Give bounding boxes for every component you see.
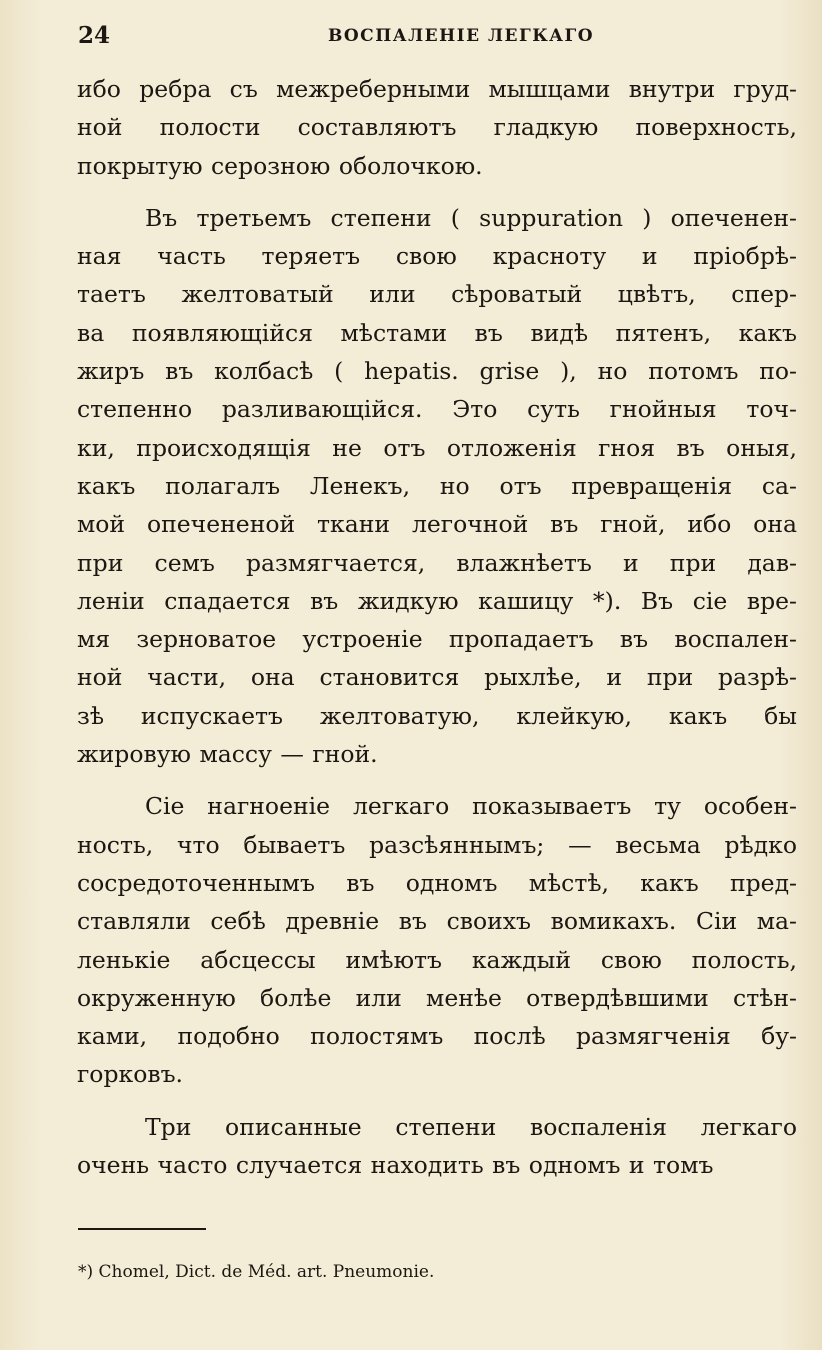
- text-line: очень часто случается находить въ одномъ и томъ: [77, 1151, 714, 1180]
- text-line: Въ третьемъ степени ( suppuration ) опеченен-: [145, 203, 797, 232]
- text-line: таетъ желтоватый или сѣроватый цвѣтъ, спер-: [77, 280, 797, 309]
- text-line: мя зерноватое устроеніе пропадаетъ въ воспален-: [77, 625, 797, 654]
- text-line: окруженную болѣе или менѣе отвердѣвшими стѣн-: [77, 983, 797, 1012]
- text-line: Сіе нагноеніе легкаго показываетъ ту особен-: [145, 792, 797, 821]
- text-line: ная часть теряетъ свою красноту и пріобрѣ-: [77, 242, 797, 271]
- body-text: [77, 70, 797, 1184]
- text-line: Три описанные степени воспаленія легкаго: [145, 1112, 797, 1141]
- text-line: степенно разливающійся. Это суть гнойныя точ-: [77, 395, 797, 424]
- text-line: ками, подобно полостямъ послѣ размягченія бу-: [77, 1022, 797, 1051]
- text-line: при семъ размягчается, влажнѣетъ и при дав-: [77, 548, 797, 577]
- text-line: жировую массу — гной.: [77, 740, 378, 769]
- paragraph-gap: [77, 1094, 797, 1108]
- text-line: леніи спадается въ жидкую кашицу *). Въ сіе вре-: [77, 586, 797, 615]
- paragraph: [77, 787, 797, 1093]
- page-header: [78, 22, 798, 52]
- footnote: *) Chomel, Dict. de Méd. art. Pneumonie.: [78, 1262, 435, 1282]
- text-line: ной полости составляютъ гладкую поверхность,: [77, 113, 797, 142]
- text-line: ленькіе абсцессы имѣютъ каждый свою полость,: [77, 945, 797, 974]
- paragraph: [77, 199, 797, 773]
- text-line: жиръ въ колбасѣ ( hepatis. grise ), но потомъ по-: [77, 357, 797, 386]
- text-line: ной части, она становится рыхлѣе, и при разрѣ-: [77, 663, 797, 692]
- paragraph: [77, 70, 797, 185]
- text-line: горковъ.: [77, 1060, 183, 1089]
- footnote-divider: [78, 1228, 206, 1230]
- text-line: ибо ребра съ межреберными мышцами внутри груд-: [77, 75, 797, 103]
- text-line: сосредоточеннымъ въ одномъ мѣстѣ, какъ пред-: [77, 868, 797, 897]
- running-head: ВОСПАЛЕНІЕ ЛЕГКАГО: [328, 26, 595, 46]
- page-number: 24: [78, 22, 111, 49]
- text-line: ки, происходящія не отъ отложенія гноя въ оныя,: [77, 433, 797, 462]
- paragraph: [77, 1108, 797, 1185]
- text-line: ность, что бываетъ разсѣяннымъ; — весьма рѣдко: [77, 830, 797, 859]
- text-line: ставляли себѣ древніе въ своихъ вомикахъ. Сіи ма-: [77, 907, 797, 936]
- paragraph-gap: [77, 185, 797, 199]
- paragraph-gap: [77, 773, 797, 787]
- text-line: какъ полагалъ Ленекъ, но отъ превращенія са-: [77, 471, 797, 500]
- text-line: ва появляющійся мѣстами въ видѣ пятенъ, какъ: [77, 318, 797, 347]
- text-line: покрытую серозною оболочкою.: [77, 151, 483, 180]
- text-line: зѣ испускаетъ желтоватую, клейкую, какъ бы: [77, 701, 797, 730]
- text-line: мой опечененой ткани легочной въ гной, ибо она: [77, 510, 797, 539]
